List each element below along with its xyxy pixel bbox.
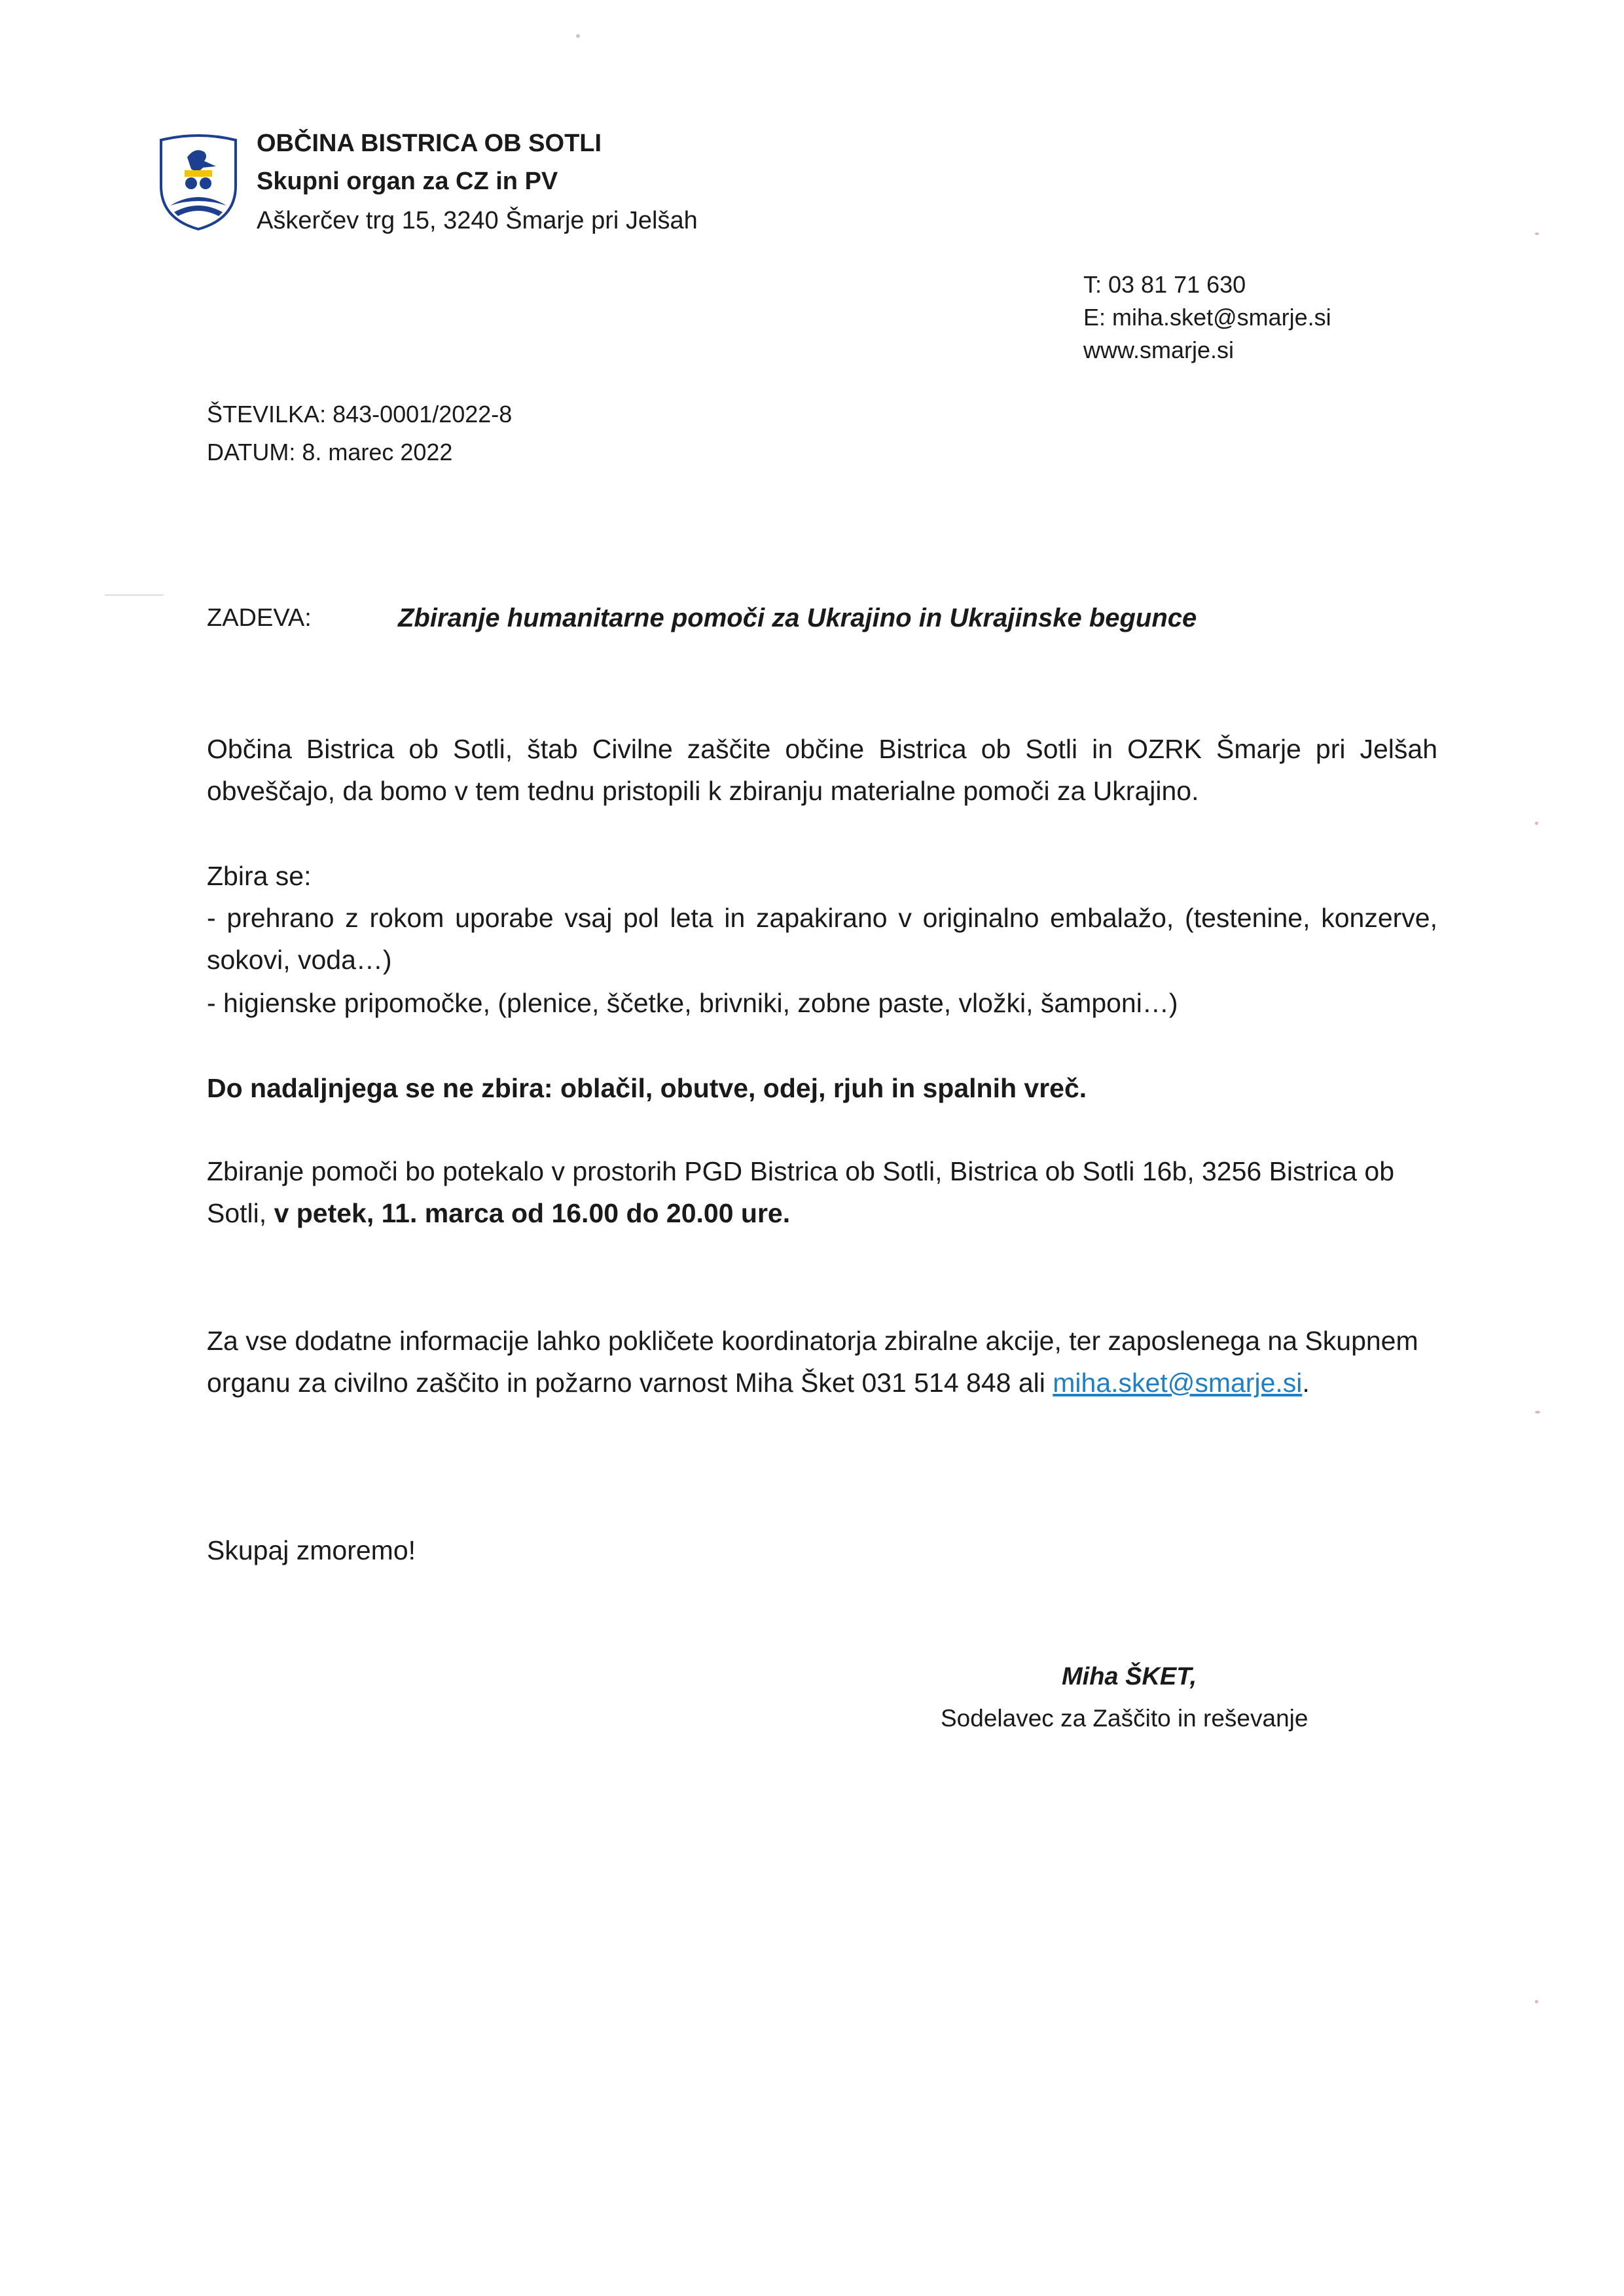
- intro-paragraph: Občina Bistrica ob Sotli, štab Civilne zaščite občine Bistrica ob Sotli in OZRK Šmarje pri Jelšah obveščajo, da bomo v tem tednu pristopili k zbiranju materialne pomoči za Ukrajino.: [207, 734, 1437, 806]
- info-end: .: [1302, 1368, 1310, 1398]
- scan-speck: [576, 34, 580, 38]
- subject-label: ZADEVA:: [207, 604, 312, 632]
- scan-speck: [1535, 232, 1539, 235]
- org-address: Aškerčev trg 15, 3240 Šmarje pri Jelšah: [257, 207, 698, 234]
- closing-line: Skupaj zmoremo!: [207, 1535, 416, 1565]
- collect-item-hygiene: - higienske pripomočke, (plenice, ščetke, brivniki, zobne paste, vložki, šamponi…): [207, 988, 1178, 1018]
- signature-role: Sodelavec za Zaščito in reševanje: [941, 1705, 1308, 1732]
- location-paragraph: [207, 1150, 1424, 1234]
- location-text: Zbiranje pomoči bo potekalo v prostorih PGD Bistrica ob Sotli, Bistrica ob Sotli 16b, 3256 Bistrica ob Sotli,: [207, 1156, 1394, 1228]
- contact-email: E: miha.sket@smarje.si: [1083, 304, 1331, 331]
- info-email-link[interactable]: miha.sket@smarje.si: [1053, 1368, 1303, 1398]
- org-unit: Skupni organ za CZ in PV: [257, 168, 558, 195]
- scan-line: [105, 594, 164, 596]
- document-date: DATUM: 8. marec 2022: [207, 439, 453, 465]
- document-number: ŠTEVILKA: 843-0001/2022-8: [207, 401, 513, 428]
- collect-item-food: - prehrano z rokom uporabe vsaj pol leta in zapakirano v originalno embalažo, (testenine, konzerve, sokovi, voda…): [207, 903, 1437, 975]
- subject-text: Zbiranje humanitarne pomoči za Ukrajino in Ukrajinske begunce: [398, 604, 1197, 632]
- info-paragraph: [207, 1320, 1424, 1404]
- info-text: Za vse dodatne informacije lahko pokličete koordinatorja zbiralne akcije, ter zaposlenega na Skupnem organu za civilno zaščito in požarno varnost Miha Šket 031 514 848 ali: [207, 1326, 1418, 1398]
- municipality-crest-icon: [156, 128, 241, 233]
- org-name: OBČINA BISTRICA OB SOTLI: [257, 130, 602, 157]
- not-collected-notice: Do nadaljnjega se ne zbira: oblačil, obutve, odej, rjuh in spalnih vreč.: [207, 1073, 1087, 1103]
- location-time: v petek, 11. marca od 16.00 do 20.00 ure.: [274, 1198, 791, 1228]
- scan-speck: [1535, 822, 1538, 825]
- signature-name: Miha ŠKET,: [1062, 1663, 1197, 1690]
- scan-speck: [1535, 1411, 1540, 1413]
- scan-speck: [1535, 2000, 1538, 2003]
- contact-phone: T: 03 81 71 630: [1083, 271, 1246, 298]
- contact-web: www.smarje.si: [1083, 337, 1235, 363]
- collect-heading: Zbira se:: [207, 861, 312, 891]
